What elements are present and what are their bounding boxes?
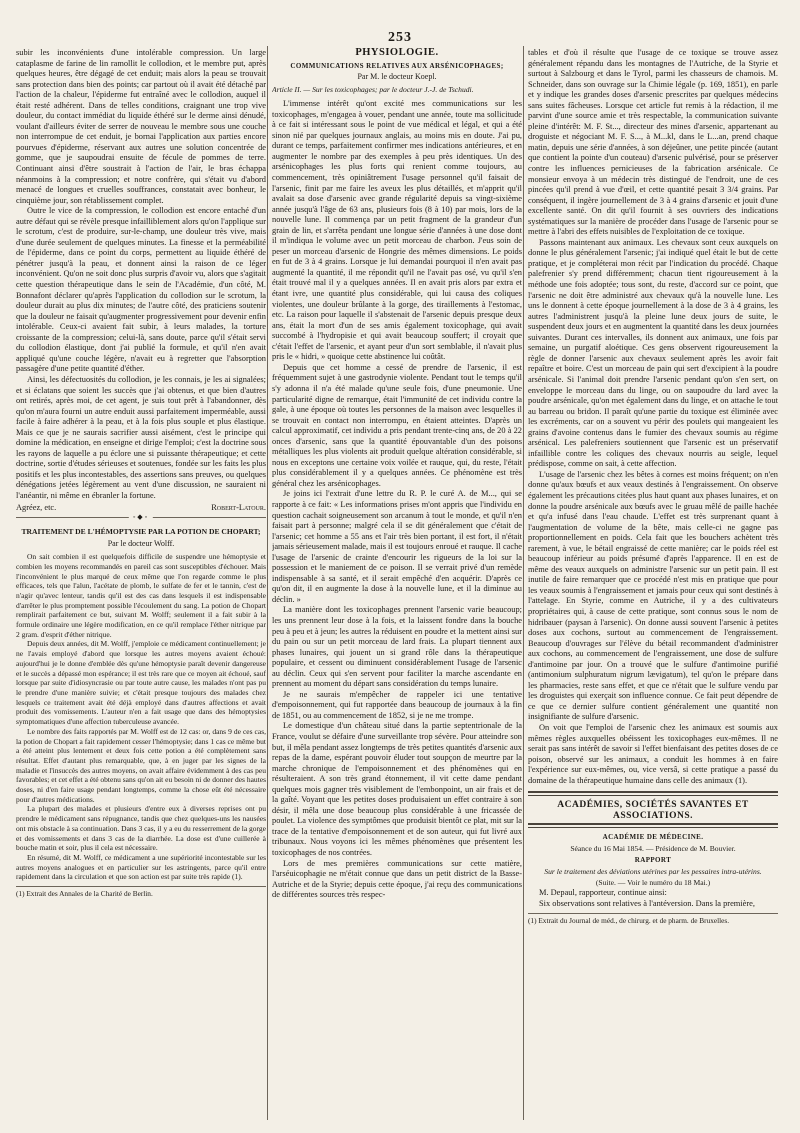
article-title: TRAITEMENT DE L'HÉMOPTYSIE PAR LA POTION DE CHOPART; <box>21 527 261 537</box>
body-paragraph: La manière dont les toxicophages prennent l'arsenic varie beaucoup; les uns prennent leur dose à la fois, et la laissent fondre dans la bouche peu à peu et à jeun; les autres la réduisent en poudre et la mettent ainsi sur du pain ou sur un petit morceau de lard frais. La plupart tiennent aux phases lunaires, qui jouent un si grand rôle dans la thérapeutique populaire, et cessent ou diminuent considérablement l'usage de l'arsenic au déclin. Ceux qui s'en servent pour faciliter la marche ascendante en prennent au moment du départ sans considération du temps lunaire. <box>272 605 522 689</box>
footnote: (1) Extrait du Journal de méd., de chirurg. et de pharm. de Bruxelles. <box>528 913 778 925</box>
column-divider <box>523 46 524 1120</box>
body-paragraph: Six observations sont relatives à l'antéversion. Dans la première, <box>539 898 755 908</box>
body-paragraph: Le nombre des faits rapportés par M. Wolff est de 12 cas: or, dans 9 de ces cas, la potion de Chopart a fait rapidement cesser l'hémoptysie; dans 1 cas ce même but a été atteint plus lentement et deux fois cette potion a été complètement sans résultat. Effet d'autant plus remarquable, que, à en juger par les signes de la maladie et l'insuccès des autres moyens, on avait affaire évidemment à des cas peu favorables; et cet effet a été obtenu sans qu'on ait eu besoin ni de donner des hautes doses, ni d'en faire usage pendant longtemps, comme la chose eût été nécessaire pour d'autres médications. <box>16 726 266 804</box>
ornamental-separator: ◦◆◦ <box>16 517 266 521</box>
body-paragraph: Depuis que cet homme a cessé de prendre de l'arsenic, il est fréquemment sujet à une gastrodynie violente. Pendant tout le temps qu'il s'y adonna il n'a été malade qu'une seule fois, d'une pneumonie. Une particularité digne de remarque, était l'immunité de cet individu contre la gale, à une époque où toutes les personnes de la maison avec lesquelles il se trouvait en contact non interrompu, en étaient atteintes. D'après un calcul approximatif, cet individu a pris pendant trente-cinq ans, de 20 à 22 onces d'arsenic, sans que la quantité épouvantable d'un des poisons métalliques les plus violents ait produit quelque altération considérable, si nous en exceptons une certaine voix voilée et rauque, qui, du reste, l'était plus considérablement il y a quelques années. Ce phénomène est très général chez les arsénicophages. <box>272 362 522 488</box>
body-paragraph: Je ne saurais m'empêcher de rappeler ici une tentative d'empoisonnement, qui fut rapportée dans beaucoup de journaux à la fin de 1851, ou au commencement de 1852, si je ne me trompe. <box>272 689 522 720</box>
article-author: Par le docteur Wolff. <box>107 538 175 548</box>
session-line: Séance du 16 Mai 1854. — Présidence de M. Bouvier. <box>570 843 736 853</box>
body-paragraph: Je joins ici l'extrait d'une lettre du R. P. le curé A. de M..., qui se rapporte à ce fait: « Les informations prises m'ont appris que l'individu en question cachait soigneusement son arcanum à tout le monde, et qu'il n'en faisait part à personne; malgré cela il se dit généralement que c'était de l'arsenic; cet homme a 55 ans et l'air très bien portant, il est fort, il n'était jamais sérieusement malade, mais il est toujours enroué et rauque. Il cache l'usage de l'arsenic de crainte d'encourir les rigueurs de la loi sur la possession et le maniement de ce poison. Il se verrait privé d'un remède indispensable à sa santé, et il serait empêché d'en acquérir. D'après ce qu'on dit, il en augmente la dose à la nouvelle lune, et il la diminue au déclin. » <box>272 489 522 604</box>
section-title: ACADÉMIES, SOCIÉTÉS SAVANTES ET ASSOCIATIONS. <box>557 800 749 821</box>
continuation-note: (Suite. — Voir le numéro du 18 Mai.) <box>595 877 711 887</box>
body-paragraph: On sait combien il est quelquefois difficile de suspendre une hémoptysie et combien les moyens recommandés en pareil cas sont susceptibles d'échouer. Mais l'inconvénient le plus marqué de ceux même que l'on regarde comme le plus efficaces, tels que l'alun, l'acétate de plomb, le sulfate de fer et le tannin, c'est de n'agir qu'avec lenteur, tandis qu'il est des cas dans lesquels il est indispensable d'arrêter le plus promptement possible l'écoulement du sang. La potion de Chopart remplirait parfaitement ce but, suivant M. Wolff; seulement il a fait subir à la formule ordinaire une légère modification, en ce qu'il remplace l'éther nitrique par 2 gram. d'esprit d'éther nitrique. <box>16 552 266 639</box>
body-paragraph: Ainsi, les défectuosités du collodion, je les connais, je les ai signalées; et si éclatans que soient les succès que j'ai obtenus, et que bien d'autres ont retirés, après moi, de cet agent, je suis tout prêt à l'abandonner, dès qu'on m'aura fourni un autre enduit aussi parfaitement imperméable, aussi facile à faire adhérer à la peau, et à la fois plus souple et plus élastique. Mais ce que je ne saurais sacrifier aussi aisément, c'est le principe qui domine la médication, en enseigne et dirige l'emploi; c'est la doctrine sous les rayons de laquelle a pu éclore une si puissante thérapeutique; et cette doctrine, sortie d'études sérieuses et soutenues, fondée sur les faits les plus positifs et les plus incontestables, des assertions sans preuves, ou quelques dénégations jetées légèrement au vent d'une discussion, ne sauraient ni l'anéantir, ni même en ébranler la fortune. <box>16 374 266 500</box>
footnote: (1) Extrait des Annales de la Charité de Berlin. <box>16 886 266 898</box>
article-subheading: COMMUNICATIONS RELATIVES AUX ARSÉNICOPHAGES; <box>290 61 504 70</box>
body-paragraph: L'usage de l'arsenic chez les bêtes à cornes est moins fréquent; on n'en donne qu'aux bœufs et aux veaux destinés à l'engraissement. On observe également les précautions citées plus haut quant aux phases lunaires, et on donne la poudre arsénicale aux bœufs avec le gruau mêlé de paille hachée et qu'a infusé dans l'eau chaude. L'effet est très surprenant quant à l'augmentation de volume de la bête, mais celle-ci ne gagne pas proportionnellement en poids. Cela fait que les bouchers achètent très rarement, à vue, le bétail engraissé de cette manière; car le poids réel est beaucoup inférieur au poids présumé d'après l'apparence. Il en est de même des veaux auxquels on administre l'arsenic sur un petit pain. Il est inutile de faire remarquer que ce procédé n'est mis en pratique que pour les veaux soumis à l'engraissement et jamais pour ceux qui sont destinés à l'attelage. En Styrie, comme en Autriche, il y a des cultivateurs propriétaires qui, à cause de cette pratique, sont connus sous le nom de hidribauer (paysan à l'arsenic). On donne aussi souvent l'arsenic à petites doses aux cochons, surtout au commencement de l'engraissement. Beaucoup d'ouvrages sur l'élève du bétail recommandent d'administrer aux cochons, au commencement de l'engraissement, une dose de sulfure d'antimoine par jour. On a trouvé que le sulfure d'antimoine purifié (antimonium sulphuratum nigrum lævigatum), tel qu'on le prépare dans les pharmacies, reste sans effet, et que ce n'était que le sulfure vendu par les droguistes qui exerçait son influence connue. Ce fait peut dépendre de ce que ce dernier sulfure contient généralement une quantité non insignifiante de sulfure d'arsenic. <box>528 469 778 722</box>
report-label: RAPPORT <box>634 856 672 865</box>
column-right <box>528 48 778 1114</box>
body-paragraph: M. Depaul, rapporteur, continue ainsi: <box>539 888 667 898</box>
body-paragraph: L'immense intérêt qu'ont excité mes communications sur les toxicophages, m'engagea à vouer, pendant une année, toute ma sollicitude à ce fait si intéressant sous le point de vue médical et légal, et qui a été sinon nié par quelques journaux anglais, au moins mis en doute. J'ai pu, durant ce temps, parfaitement confirmer mes indications antérieures, et en augmenter le nombre par des exemples à peu près identiques. Un des arsénicophages les plus forts qui renient comme toujours, au commencement, très opiniâtrement l'usage personnel qu'il faisait de l'arsenic, finit par me faire les aveux les plus détaillés, et m'apprit qu'il avalait sa dose d'arsenic avec grande régularité depuis sa vingt-sixième année jusqu'à l'âge de 63 ans, plusieurs fois (8 à 10) par mois, lors de la nouvelle lune. Il commença par un petit fragment de la grandeur d'un grain de lin, et s'arrêta pendant une longue série d'années à une dose dont il m'indiqua le volume avec un petit morceau de charbon. J'eus soin de peser un morceau d'arsenic de Hongrie des mêmes dimensions. Le poids en fut de 3 à 4 grains. Lorsque je lui demandai pourquoi il n'en avait pas augmenté la quantité, il me répondit qu'il ne l'avait pas osé, vu qu'il s'en était trouvé mal il y a quelques années. Il en avait pris alors par extra et étant ivre, une quantité plus considérable, qui lui causa des coliques violentes, une douleur brûlante à la gorge, des tiraillements à l'estomac, etc. La raison pour laquelle il s'abstenait de l'arsenic depuis presque deux ans, était la mort d'un de ses amis également toxicophage, qui avait succombé à l'hydropisie et qui avait beaucoup souffert; il croyait que c'était l'effet de l'arsenic, et ayant peur d'un sort semblable, il n'avait plus pris le « hidri, » quoique cette abstinence lui coûtât. <box>272 99 522 362</box>
closing-text: Agréez, etc. <box>16 502 57 512</box>
author-signature: Robert-Latour. <box>211 502 266 512</box>
body-paragraph: Depuis deux années, dit M. Wolff, j'emploie ce médicament continuellement; je ne l'avais employé d'abord que lorsque les autres moyens avaient échoué: aujourd'hui je le donne d'emblée dès qu'une hémoptysie paraît devenir dangereuse et le succès a dépassé mon espérance; il est très rare que ce moyen ait échoué, sauf lorsque par suite d'idiosyncrasie ou par toute autre cause, les malades n'ont pas pu le prendre d'une manière suivie; et c'était presque toujours des malades chez lesquels ce traitement avait été déjà employé dans d'autres affections et avait produit des vomissements. L'auteur n'en a fait usage que dans des hémoptysies symptomatiques d'une affection tuberculeuse avancée. <box>16 639 266 727</box>
column-left <box>16 48 266 1114</box>
page-number: 253 <box>388 30 412 45</box>
article-byline: Par M. le docteur Koepl. <box>357 72 437 82</box>
report-title: Sur le traitement des déviations utérines par les pessaires intra-utérins. <box>544 867 762 877</box>
body-paragraph: subir les inconvénients d'une intolérable compression. Un large cataplasme de farine de lin ramollit le collodion, et le membre put, après quelques heures, être dégagé de cet enduit; mais alors la peau se trouvait sans protection dans bien des points; car partout où il avait été détaché par l'action de la chaleur, l'épiderme fut entraîné avec le collodion, auquel il était resté adhérent. Dans de telles conditions, craignant une trop vive douleur, du contact immédiat du liquide éthéré sur le derme ainsi dénudé, voulant d'ailleurs éviter de serrer de nouveau le membre sous une couche non interrompue de cet enduit, je bornai l'application aux parties encore pourvues d'épiderme, réservant aux autres une solution concentrée de gomme, que je saupoudrai ensuite de fécule de pommes de terre. Continuant ainsi d'être soustrait à l'action de l'air, le bras échappa néanmoins à la compression; et notre confrère, qui s'était vu d'abord menacé de longues et cruelles souffrances, constatait avec bonheur, le cinquième jour, son rétablissement complet. <box>16 48 266 205</box>
section-rule <box>528 823 778 828</box>
body-paragraph: On voit que l'emploi de l'arsenic chez les animaux est soumis aux mêmes règles auxquelles obéissent les toxicophages eux-mêmes. Il ne serait pas sans intérêt de savoir si l'effet bienfaisant des petites doses de ce poison, observé sur les animaux, a conduit les hommes à en faire l'expérience sur eux-mêmes, ou, vice versâ, si cette pratique a passé du domaine de la thérapeutique humaine dans celle des animaux (1). <box>528 723 778 785</box>
body-paragraph: Lors de mes premières communications sur cette matière, l'arséuicophagie ne m'était connue que dans un petit district de la Basse-Autriche et de la Styrie; depuis cette époque, j'ai reçu des communications de différentes sources très respec- <box>272 858 522 900</box>
section-rule <box>528 791 778 796</box>
column-divider <box>267 46 268 1120</box>
academy-heading: ACADÉMIE DE MÉDECINE. <box>602 833 704 842</box>
article-note: Article II. — Sur les toxicophages; par le docteur J.-J. de Tschudi. <box>272 84 474 94</box>
article-body <box>16 552 266 882</box>
body-paragraph: tables et d'où il résulte que l'usage de ce toxique se trouve assez généralement répandu dans les montagnes de l'Autriche, de la Styrie et surtout à Salzbourg et dans le Tyrol, parmi les chasseurs de chamois. M. Schneider, dans son ouvrage sur la Chimie légale (p. 169, 1851), en parle et y indique les grandes doses d'arsenic prescrites par quelques médecins sans suites fâcheuses. Lorsque cet article fut remis à la rédaction, il me parvint d'une source amie et très respectable, la communication suivante pleine d'intérêt: M. F. St..., directeur des mines d'arsenic, appartenant au droguiste et négociant M. F. S..., à M...kl, dans le L...an, prend chaque matin, depuis une série d'années, à son déjeûner, une petite pincée (autant que contient la pointe d'un couteau) d'arsenic pulvérisé, pour se préserver contre les influences pernicieuses de la fabrication arsénicale. Ce monsieur envoya à un médecin très distingué de l'endroit, une de ces pincées qu'il prend à vue d'œil, et cette quantité pesait 3 3/4 grains. Par conséquent, il ingère journellement de 3 à 4 grains d'arsenic et jouit d'une excellente santé. On dit qu'il fournit à ses ouvriers des indications systématiques sur la manière de procéder dans l'usage de l'arsenic pour se mettre à l'abri des effets nuisibles de l'exploitation de ce toxique. <box>528 48 778 237</box>
body-paragraph: Outre le vice de la compression, le collodion est encore entaché d'un autre défaut qui se révèle presque infailliblement alors qu'on l'applique sur le scrotum, c'est de produire, sur-le-champ, une douleur très vive, mais d'une durée seulement de quelques minutes. La finesse et la perméabilité de l'épiderme, dans ce point du corps, permettent au liquide éthéré de pénétrer jusqu'à la peau, et donnent ainsi la raison de ce léger inconvénient. Qu'on ne soit donc plus surpris d'avoir vu, alors que s'agitait cette question thérapeutique dans le sein de l'Académie, d'un côté, M. Bonnafont déclarer qu'après l'application du collodion sur le scrotum, la douleur durait au plus dix minutes; de l'autre côté, des praticiens soutenir que la douleur ne faisait qu'augmenter progressivement pour devenir enfin intolérable. Ceux-ci avaient fait subir, à leurs malades, la torture croissante de la compression; celui-là, sans doute, parce qu'il s'était servi du collodion élastique, dont j'ai publié la formule, et qu'il n'en avait appliqué qu'une couche légère, n'avait eu à regretter que l'absorption passagère d'une petite quantité d'éther. <box>16 206 266 374</box>
section-title: PHYSIOLOGIE. <box>355 48 439 58</box>
column-middle <box>272 48 522 1118</box>
body-paragraph: Le domestique d'un château situé dans la partie septentrionale de la France, voulut se défaire d'une surveillante trop sévère. Pour atteindre son but, il mêla pendant assez longtemps de très petites quantités d'arsenic aux repas de la dame, espérant pouvoir éluder tout soupçon de meurtre par la marche chronique de l'empoisonnement et des phénomènes qui en résulteraient. A son très grand étonnement, il vit cette dame pendant quelques mois gagner très visiblement de l'embonpoint, un air frais et de la gaîté. Voyant que les petites doses produisaient un effet contraire à son désir, il mêla une dose beaucoup plus considérable à une fricassée de poulet. La violence des symptômes que produisit bientôt ce plat, mit sur la trace de la tentative d'empoisonnement et de son auteur, qui fut livré aux tribunaux. Nous voyons ici les mêmes phénomènes que présentent les toxicophages de nos contrées. <box>272 721 522 858</box>
body-paragraph: La plupart des malades et plusieurs d'entre eux à diverses reprises ont pu prendre le médicament sans répugnance, tandis que chez quelques-uns les nausées ont mis obstacle à sa continuation. Dans 3 cas, il y a eu du resserrement de la gorge et des vomissements et dans 3 cas de la diarrhée. La dose est d'une cuillerée à bouche matin et soir, plus il cela est nécessaire. <box>16 804 266 853</box>
body-paragraph: En résumé, dit M. Wolff, ce médicament a une supériorité incontestable sur les autres moyens analogues et en particulier sur les astringents, parce qu'il entre rapidement dans la circulation et que son action est par suite très rapide (1). <box>16 852 266 882</box>
body-paragraph: Passons maintenant aux animaux. Les chevaux sont ceux auxquels on donne le plus généralement l'arsenic; j'ai indiqué quel était le but de cette pratique, et je compléterai mon récit par l'indication du procédé. Chaque palefrenier s'y prend différemment; chacun tient rigoureusement à la méthode une fois adoptée; tous sont, du reste, d'accord sur ce point, que l'arsenic ne doit être administré aux chevaux qu'à la nouvelle lune. Les uns le donnent à cette époque journellement à la dose de 3 à 4 grains, les autres l'administrent jusqu'à la pleine lune deux jours de suite, le suspendent deux jours et en augmentent la quantité dans les deux journées suivantes. Durant ces intervalles, ils donnent aux animaux, une fois par semaine, un purgatif aloétique. Ces gens observent rigoureusement la règle de donner l'arsenic aux chevaux seulement après les avoir fait repaître et boire. C'est un morceau de pain qui sert d'excipient à la poudre arsénicale. Si l'animal doit prendre l'arsenic pendant qu'on s'en sert, on enveloppe le morceau dans du linge, ou on saupoudre du lard avec la poudre arsénicale, qu'on met également dans du linge, et on attache le tout au barreau ou bridon. Il paraît qu'une partie du toxique est éliminée avec les excréments, car on a souvent vu périr des poulets qui mangeaient les grains d'avoine contenus dans le fumier des chevaux soumis au régime arsénical. Les palefreniers soutiennent que l'arsenic est un préservatif infaillible contre les coliques des chevaux nourris au seigle, lequel prédispose, comme on sait, à cette affection. <box>528 237 778 469</box>
